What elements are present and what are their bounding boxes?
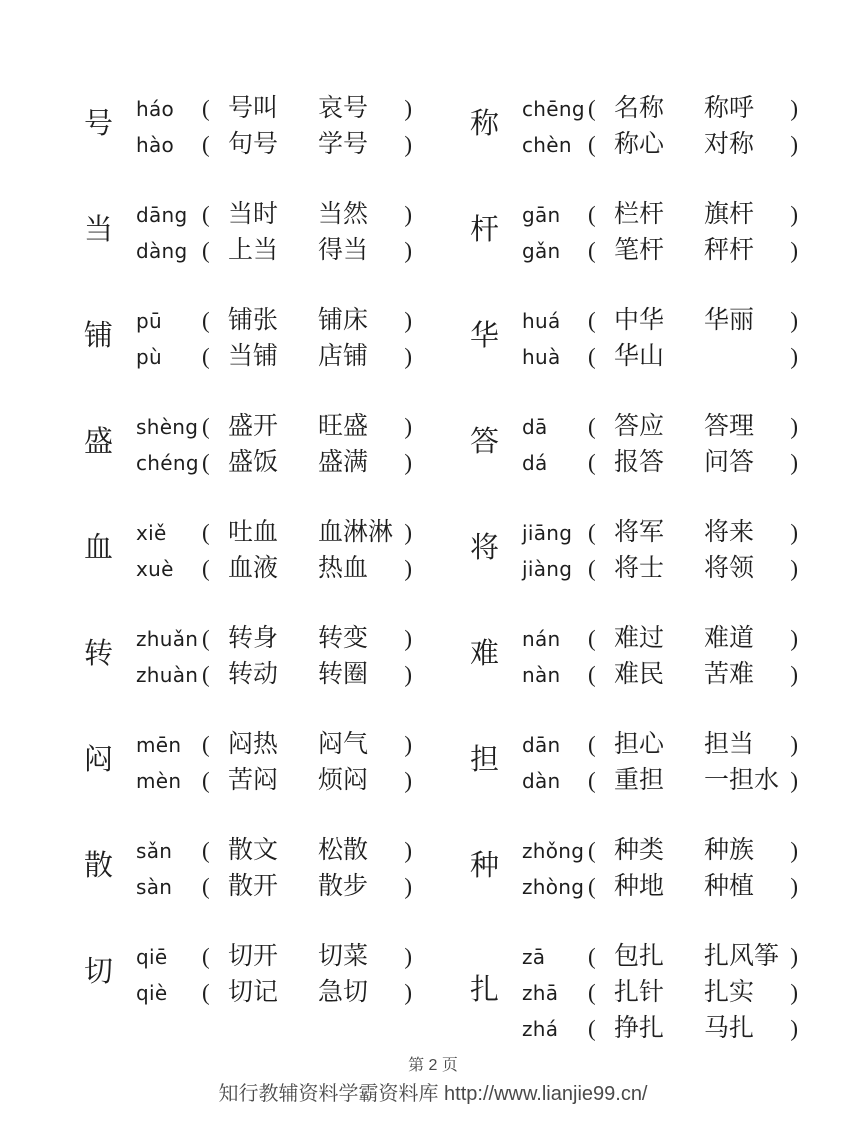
word-item: 扎风筝 xyxy=(704,943,780,970)
paren-open: ( xyxy=(202,980,210,1005)
word-item: 血淋淋 xyxy=(318,519,394,546)
reading-lines xyxy=(522,88,798,160)
paren-close: ) xyxy=(404,450,412,475)
word-item: 包扎 xyxy=(614,943,665,970)
paren-open: ( xyxy=(588,626,596,651)
word-entry xyxy=(470,618,798,690)
reading-line xyxy=(522,618,798,654)
paren-close: ) xyxy=(790,944,798,969)
pinyin-label: chèn xyxy=(522,133,572,157)
hanzi-character: 种 xyxy=(470,849,500,882)
word-item: 对称 xyxy=(704,131,755,158)
reading-line xyxy=(136,618,412,654)
reading-line xyxy=(522,512,798,548)
word-entry xyxy=(470,830,798,902)
word-item: 烦闷 xyxy=(318,767,369,794)
paren-open: ( xyxy=(588,662,596,687)
pinyin-label: mēn xyxy=(136,733,182,757)
paren-open: ( xyxy=(588,980,596,1005)
reading-line xyxy=(136,830,412,866)
paren-open: ( xyxy=(588,414,596,439)
word-item: 将领 xyxy=(704,555,755,582)
paren-open: ( xyxy=(202,874,210,899)
word-item: 种地 xyxy=(614,873,665,900)
reading-line xyxy=(136,124,412,160)
pinyin-label: gān xyxy=(522,203,561,227)
paren-open: ( xyxy=(202,838,210,863)
pinyin-label: nán xyxy=(522,627,561,651)
paren-close: ) xyxy=(790,874,798,899)
pinyin-label: zhuàn xyxy=(136,663,199,687)
reading-line xyxy=(522,336,798,372)
reading-line xyxy=(136,300,412,336)
paren-open: ( xyxy=(202,520,210,545)
paren-open: ( xyxy=(202,768,210,793)
reading-line xyxy=(136,336,412,372)
paren-close: ) xyxy=(790,520,798,545)
reading-line xyxy=(522,124,798,160)
paren-close: ) xyxy=(404,202,412,227)
reading-lines xyxy=(136,936,412,1008)
reading-lines xyxy=(522,300,798,372)
word-item: 句号 xyxy=(228,131,279,158)
word-item: 担心 xyxy=(614,731,665,758)
reading-line xyxy=(136,442,412,478)
reading-line xyxy=(522,972,798,1008)
paren-open: ( xyxy=(588,556,596,581)
word-entry xyxy=(84,936,412,1008)
word-item: 答应 xyxy=(614,413,665,440)
reading-line xyxy=(522,760,798,796)
word-entry xyxy=(470,300,798,372)
word-entry xyxy=(84,406,412,478)
word-entry xyxy=(84,88,412,160)
reading-line xyxy=(522,194,798,230)
pinyin-label: zhá xyxy=(522,1017,559,1041)
word-item: 急切 xyxy=(318,979,369,1006)
reading-line xyxy=(136,724,412,760)
paren-open: ( xyxy=(588,520,596,545)
paren-close: ) xyxy=(790,238,798,263)
reading-lines xyxy=(136,618,412,690)
paren-close: ) xyxy=(404,96,412,121)
paren-open: ( xyxy=(202,450,210,475)
word-item: 中华 xyxy=(614,307,665,334)
page-number: 第 2 页 xyxy=(408,1057,458,1074)
word-item: 种类 xyxy=(614,837,665,864)
paren-close: ) xyxy=(790,556,798,581)
paren-open: ( xyxy=(588,238,596,263)
reading-line xyxy=(136,194,412,230)
word-item: 盛满 xyxy=(318,449,369,476)
pinyin-label: háo xyxy=(136,97,175,121)
paren-close: ) xyxy=(404,732,412,757)
word-entry xyxy=(84,724,412,796)
word-entry xyxy=(470,724,798,796)
pinyin-label: dāng xyxy=(136,203,188,227)
hanzi-character: 华 xyxy=(470,319,500,352)
hanzi-character: 扎 xyxy=(470,973,500,1006)
paren-close: ) xyxy=(790,450,798,475)
reading-lines xyxy=(136,724,412,796)
footer-credit: 知行教辅资料学霸资料库 http://www.lianjie99.cn/ xyxy=(218,1083,648,1105)
pinyin-label: zhòng xyxy=(522,875,585,899)
word-entry xyxy=(84,618,412,690)
word-item: 号叫 xyxy=(228,95,279,122)
paren-close: ) xyxy=(790,308,798,333)
word-item: 热血 xyxy=(318,555,369,582)
paren-open: ( xyxy=(588,732,596,757)
paren-open: ( xyxy=(202,414,210,439)
word-item: 将士 xyxy=(614,555,665,582)
paren-close: ) xyxy=(790,132,798,157)
reading-lines xyxy=(136,88,412,160)
reading-lines xyxy=(522,512,798,584)
page-footer xyxy=(0,1052,866,1106)
pinyin-label: zhā xyxy=(522,981,559,1005)
paren-open: ( xyxy=(588,450,596,475)
word-item: 马扎 xyxy=(704,1015,755,1042)
hanzi-character: 将 xyxy=(470,531,500,564)
reading-line xyxy=(522,936,798,972)
pinyin-label: pū xyxy=(136,309,162,333)
word-item: 店铺 xyxy=(318,343,369,370)
hanzi-character: 转 xyxy=(84,637,114,670)
word-item: 散文 xyxy=(228,837,279,864)
pinyin-label: shèng xyxy=(136,415,199,439)
word-item: 称心 xyxy=(614,131,665,158)
word-item: 重担 xyxy=(614,767,665,794)
reading-line xyxy=(136,230,412,266)
paren-close: ) xyxy=(790,344,798,369)
word-item: 名称 xyxy=(614,95,665,122)
word-entry xyxy=(84,830,412,902)
word-item: 切开 xyxy=(228,943,279,970)
hanzi-character: 散 xyxy=(84,849,114,882)
paren-open: ( xyxy=(202,132,210,157)
paren-open: ( xyxy=(588,944,596,969)
pinyin-label: chéng xyxy=(136,451,199,475)
paren-close: ) xyxy=(404,768,412,793)
word-item: 担当 xyxy=(704,731,755,758)
word-item: 切菜 xyxy=(318,943,369,970)
paren-open: ( xyxy=(202,944,210,969)
reading-line xyxy=(522,654,798,690)
word-item: 铺张 xyxy=(228,307,279,334)
reading-line xyxy=(522,88,798,124)
word-item: 秤杆 xyxy=(704,237,755,264)
paren-open: ( xyxy=(588,874,596,899)
hanzi-character: 称 xyxy=(470,107,500,140)
word-item: 笔杆 xyxy=(614,237,665,264)
word-item: 挣扎 xyxy=(614,1015,665,1042)
reading-lines xyxy=(136,406,412,478)
word-item: 难过 xyxy=(614,625,665,652)
pinyin-label: dā xyxy=(522,415,548,439)
hanzi-character: 血 xyxy=(84,531,114,564)
word-item: 答理 xyxy=(704,413,755,440)
word-item: 旺盛 xyxy=(318,413,369,440)
paren-open: ( xyxy=(202,732,210,757)
word-item: 难民 xyxy=(614,661,665,688)
reading-lines xyxy=(522,724,798,796)
paren-open: ( xyxy=(588,202,596,227)
reading-line xyxy=(522,1008,798,1044)
word-item: 苦闷 xyxy=(228,767,279,794)
word-entry xyxy=(84,300,412,372)
word-item: 将来 xyxy=(704,519,755,546)
word-item: 散步 xyxy=(318,873,369,900)
left-column xyxy=(84,88,412,1078)
word-item: 学号 xyxy=(318,131,369,158)
pinyin-label: qiè xyxy=(136,981,168,1005)
word-item: 旗杆 xyxy=(704,201,755,228)
word-item: 一担水 xyxy=(704,767,780,794)
reading-line xyxy=(522,230,798,266)
word-item: 得当 xyxy=(318,237,369,264)
reading-line xyxy=(136,866,412,902)
word-item: 称呼 xyxy=(704,95,755,122)
word-item: 上当 xyxy=(228,237,279,264)
reading-line xyxy=(136,760,412,796)
paren-close: ) xyxy=(790,96,798,121)
word-item: 吐血 xyxy=(228,519,279,546)
pinyin-label: zhǒng xyxy=(522,839,585,863)
word-item: 扎实 xyxy=(704,979,755,1006)
pinyin-label: gǎn xyxy=(522,239,561,263)
reading-line xyxy=(136,88,412,124)
reading-line xyxy=(136,512,412,548)
word-item: 转身 xyxy=(228,625,279,652)
word-item: 盛开 xyxy=(228,413,279,440)
paren-close: ) xyxy=(790,768,798,793)
reading-line xyxy=(522,548,798,584)
word-item: 盛饭 xyxy=(228,449,279,476)
pinyin-label: sǎn xyxy=(136,839,173,863)
paren-open: ( xyxy=(202,556,210,581)
paren-close: ) xyxy=(404,344,412,369)
paren-open: ( xyxy=(202,626,210,651)
worksheet-content xyxy=(84,88,798,1078)
hanzi-character: 答 xyxy=(470,425,500,458)
paren-close: ) xyxy=(404,838,412,863)
hanzi-character: 切 xyxy=(84,955,114,988)
reading-line xyxy=(522,724,798,760)
word-entry xyxy=(470,406,798,478)
pinyin-label: sàn xyxy=(136,875,173,899)
paren-close: ) xyxy=(790,980,798,1005)
word-item: 难道 xyxy=(704,625,755,652)
pinyin-label: nàn xyxy=(522,663,561,687)
reading-lines xyxy=(136,512,412,584)
word-item: 血液 xyxy=(228,555,279,582)
word-entry xyxy=(470,88,798,160)
word-item: 转变 xyxy=(318,625,369,652)
word-entry xyxy=(470,194,798,266)
paren-open: ( xyxy=(588,1016,596,1041)
word-item: 华丽 xyxy=(704,307,755,334)
paren-open: ( xyxy=(202,238,210,263)
paren-close: ) xyxy=(404,944,412,969)
reading-lines xyxy=(522,830,798,902)
word-item: 哀号 xyxy=(318,95,369,122)
paren-open: ( xyxy=(588,838,596,863)
reading-lines xyxy=(522,406,798,478)
paren-close: ) xyxy=(404,626,412,651)
word-item: 切记 xyxy=(228,979,279,1006)
word-item: 将军 xyxy=(614,519,665,546)
word-item: 苦难 xyxy=(704,661,755,688)
paren-close: ) xyxy=(404,874,412,899)
reading-lines xyxy=(522,618,798,690)
pinyin-label: huà xyxy=(522,345,561,369)
pinyin-label: mèn xyxy=(136,769,182,793)
reading-line xyxy=(136,406,412,442)
pinyin-label: chēng xyxy=(522,97,585,121)
word-entry xyxy=(84,194,412,266)
pinyin-label: jiàng xyxy=(522,557,573,581)
reading-lines xyxy=(136,194,412,266)
word-entry xyxy=(84,512,412,584)
word-item: 松散 xyxy=(318,837,369,864)
paren-close: ) xyxy=(404,520,412,545)
reading-line xyxy=(136,936,412,972)
word-item: 闷气 xyxy=(318,731,369,758)
paren-close: ) xyxy=(790,1016,798,1041)
word-item: 栏杆 xyxy=(614,201,665,228)
pinyin-label: xiě xyxy=(136,521,167,545)
paren-close: ) xyxy=(404,238,412,263)
paren-close: ) xyxy=(790,414,798,439)
word-item: 散开 xyxy=(228,873,279,900)
word-item: 种植 xyxy=(704,873,755,900)
paren-close: ) xyxy=(790,838,798,863)
word-item: 华山 xyxy=(614,343,665,370)
reading-lines xyxy=(522,936,798,1044)
word-item: 问答 xyxy=(704,449,755,476)
word-item: 铺床 xyxy=(318,307,369,334)
paren-close: ) xyxy=(404,132,412,157)
pinyin-label: dàng xyxy=(136,239,188,263)
hanzi-character: 担 xyxy=(470,743,500,776)
right-column xyxy=(470,88,798,1078)
reading-line xyxy=(522,300,798,336)
paren-open: ( xyxy=(202,202,210,227)
pinyin-label: huá xyxy=(522,309,561,333)
pinyin-label: zhuǎn xyxy=(136,627,199,651)
word-item: 转动 xyxy=(228,661,279,688)
paren-open: ( xyxy=(202,344,210,369)
paren-open: ( xyxy=(588,308,596,333)
hanzi-character: 杆 xyxy=(470,213,500,246)
word-entry xyxy=(470,936,798,1044)
reading-line xyxy=(136,972,412,1008)
hanzi-character: 当 xyxy=(84,213,114,246)
pinyin-label: zā xyxy=(522,945,546,969)
paren-close: ) xyxy=(404,662,412,687)
word-item: 当然 xyxy=(318,201,369,228)
word-item: 当时 xyxy=(228,201,279,228)
paren-close: ) xyxy=(404,414,412,439)
paren-close: ) xyxy=(790,626,798,651)
paren-close: ) xyxy=(790,732,798,757)
pinyin-label: dàn xyxy=(522,769,561,793)
word-item: 当铺 xyxy=(228,343,279,370)
pinyin-label: dān xyxy=(522,733,561,757)
pinyin-label: jiāng xyxy=(522,521,573,545)
word-item: 报答 xyxy=(614,449,665,476)
paren-open: ( xyxy=(202,662,210,687)
word-item: 闷热 xyxy=(228,731,279,758)
word-item: 转圈 xyxy=(318,661,369,688)
pinyin-label: qiē xyxy=(136,945,168,969)
hanzi-character: 铺 xyxy=(84,319,114,352)
reading-lines xyxy=(136,830,412,902)
reading-line xyxy=(522,866,798,902)
reading-lines xyxy=(136,300,412,372)
reading-lines xyxy=(522,194,798,266)
paren-open: ( xyxy=(588,344,596,369)
word-entry xyxy=(470,512,798,584)
paren-open: ( xyxy=(588,96,596,121)
reading-line xyxy=(136,548,412,584)
pinyin-label: pù xyxy=(136,345,162,369)
hanzi-character: 难 xyxy=(470,637,500,670)
paren-open: ( xyxy=(588,768,596,793)
paren-close: ) xyxy=(404,556,412,581)
reading-line xyxy=(522,830,798,866)
word-item: 种族 xyxy=(704,837,755,864)
pinyin-label: hào xyxy=(136,133,175,157)
paren-open: ( xyxy=(588,132,596,157)
reading-line xyxy=(522,442,798,478)
pinyin-label: dá xyxy=(522,451,548,475)
paren-close: ) xyxy=(790,202,798,227)
reading-line xyxy=(522,406,798,442)
paren-open: ( xyxy=(202,308,210,333)
word-item: 扎针 xyxy=(614,979,665,1006)
paren-close: ) xyxy=(790,662,798,687)
paren-close: ) xyxy=(404,308,412,333)
paren-close: ) xyxy=(404,980,412,1005)
paren-open: ( xyxy=(202,96,210,121)
hanzi-character: 号 xyxy=(84,107,114,140)
hanzi-character: 闷 xyxy=(84,743,114,776)
hanzi-character: 盛 xyxy=(84,425,114,458)
reading-line xyxy=(136,654,412,690)
pinyin-label: xuè xyxy=(136,557,174,581)
